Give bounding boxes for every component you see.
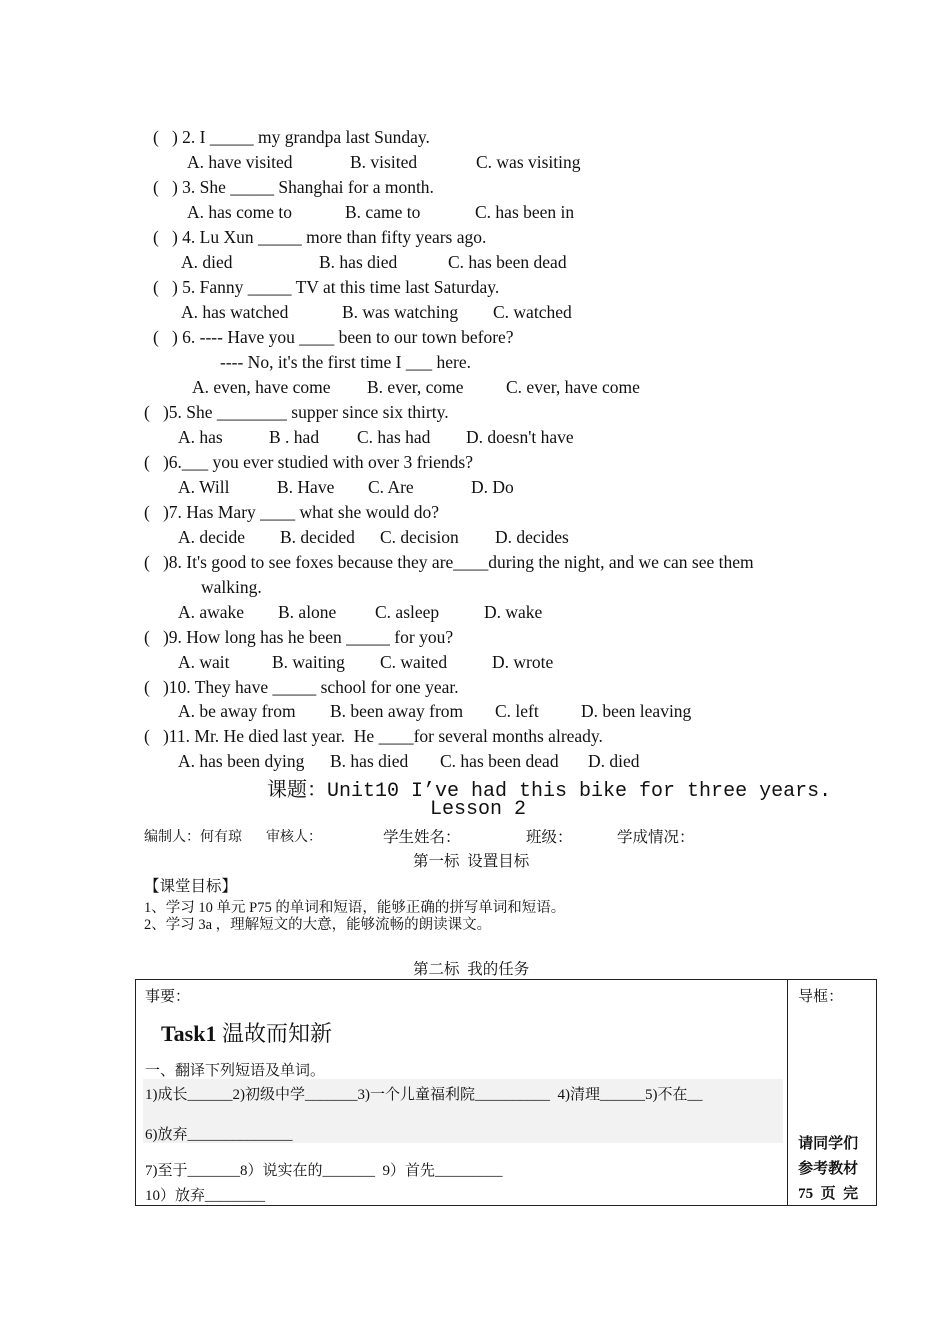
question-stem: ( )9. How long has he been _____ for you? <box>144 627 454 647</box>
question-stem: ( )8. It's good to see foxes because they are____during the night, and we can see them <box>144 552 754 572</box>
option: A. wait <box>178 652 230 672</box>
option: A. Will <box>178 477 230 497</box>
result-label: 学成情况： <box>617 829 695 846</box>
task-title <box>161 1017 332 1048</box>
option: D. been leaving <box>581 701 692 721</box>
question-stem: ( )7. Has Mary ____ what she would do? <box>144 502 440 522</box>
option: D. decides <box>495 527 569 547</box>
option: D. doesn't have <box>466 427 574 447</box>
task-line-2: 6)放弃______________ <box>145 1127 293 1143</box>
option: B. ever, come <box>367 377 464 397</box>
option: A. even, have come <box>192 377 331 397</box>
section-heading-2: 第二标 我的任务 <box>413 961 530 978</box>
question-stem: ( ) 2. I _____ my grandpa last Sunday. <box>153 127 430 147</box>
lesson-subtitle: Lesson 2 <box>430 798 527 821</box>
question-stem-continued: walking. <box>201 577 262 597</box>
class-label: 班级： <box>526 829 573 846</box>
option: B. has died <box>330 751 409 771</box>
task-left-header: 事要： <box>145 989 191 1005</box>
option: B. came to <box>345 202 421 222</box>
option: B. decided <box>280 527 355 547</box>
question-stem: ( )5. She ________ supper since six thirty. <box>144 402 449 422</box>
question-stem: ( )10. They have _____ school for one year. <box>144 677 459 697</box>
task-main-cell <box>136 980 788 1206</box>
option: A. has <box>178 427 223 447</box>
question-stem: ( ) 5. Fanny _____ TV at this time last Saturday. <box>153 277 500 297</box>
option: C. left <box>495 701 539 721</box>
option: C. asleep <box>375 602 440 622</box>
option: B. Have <box>277 477 335 497</box>
option: D. wake <box>484 602 543 622</box>
option: B. has died <box>319 252 398 272</box>
task-right-header: 导框： <box>798 989 844 1005</box>
question-stem: ( )6.___ you ever studied with over 3 friends? <box>144 452 474 472</box>
author-label: 编制人：何有琼 <box>144 830 242 845</box>
goal-item: 2、学习 3a ，理解短文的大意，能够流畅的朗读课文。 <box>144 917 492 933</box>
option: C. has had <box>357 427 431 447</box>
section-heading-1: 第一标 设置目标 <box>413 853 530 870</box>
task-line-4: 10）放弃________ <box>145 1188 266 1204</box>
option: A. has come to <box>187 202 292 222</box>
option: A. be away from <box>178 701 296 721</box>
option: B . had <box>269 427 320 447</box>
reviewer-label: 审核人： <box>266 830 322 845</box>
option: A. has watched <box>181 302 289 322</box>
option: C. has been dead <box>448 252 567 272</box>
question-stem: ( ) 6. ---- Have you ____ been to our town before? <box>153 327 514 347</box>
side-note-line: 参考教材 <box>798 1161 859 1177</box>
goals-header: 【课堂目标】 <box>144 878 238 895</box>
option: B. was watching <box>342 302 459 322</box>
option: C. ever, have come <box>506 377 640 397</box>
option: C. was visiting <box>476 152 581 172</box>
option: A. died <box>181 252 233 272</box>
task-title-rest: 温故而知新 <box>216 1021 332 1046</box>
option: C. has been in <box>475 202 575 222</box>
option: B. waiting <box>272 652 345 672</box>
option: D. died <box>588 751 640 771</box>
task-title-bold: Task1 <box>161 1021 217 1046</box>
option: B. visited <box>350 152 418 172</box>
side-note-line: 请同学们 <box>798 1136 859 1152</box>
task-instruction: 一、翻译下列短语及单词。 <box>145 1063 326 1079</box>
question-stem-continued: ---- No, it's the first time I ___ here. <box>220 352 471 372</box>
question-stem: ( ) 3. She _____ Shanghai for a month. <box>153 177 434 197</box>
option: D. wrote <box>492 652 554 672</box>
option: C. waited <box>380 652 448 672</box>
question-stem: ( )11. Mr. He died last year. He ____for several months already. <box>144 726 603 746</box>
option: C. decision <box>380 527 459 547</box>
option: D. Do <box>471 477 514 497</box>
option: A. awake <box>178 602 245 622</box>
student-name-label: 学生姓名： <box>383 829 461 846</box>
option: A. has been dying <box>178 751 305 771</box>
option: B. alone <box>278 602 337 622</box>
guide-cell <box>788 980 877 1206</box>
option: A. have visited <box>187 152 293 172</box>
option: C. watched <box>493 302 572 322</box>
option: C. has been dead <box>440 751 559 771</box>
option: B. been away from <box>330 701 464 721</box>
task-line-3: 7)至于_______8）说实在的_______ 9）首先_________ <box>145 1163 503 1179</box>
side-note-line: 75 页 完 <box>798 1186 859 1202</box>
question-stem: ( ) 4. Lu Xun _____ more than fifty years ago. <box>153 227 487 247</box>
option: C. Are <box>368 477 414 497</box>
task-table <box>135 979 877 1206</box>
lesson-title: 课题：Unit10 I’ve had this bike for three years. <box>267 780 832 803</box>
task-line-1: 1)成长______2)初级中学_______3)一个儿童福利院__________ 4)清理______5)不在__ <box>145 1087 703 1103</box>
goal-item: 1、学习 10 单元 P75 的单词和短语，能够正确的拼写单词和短语。 <box>144 900 566 916</box>
option: A. decide <box>178 527 246 547</box>
